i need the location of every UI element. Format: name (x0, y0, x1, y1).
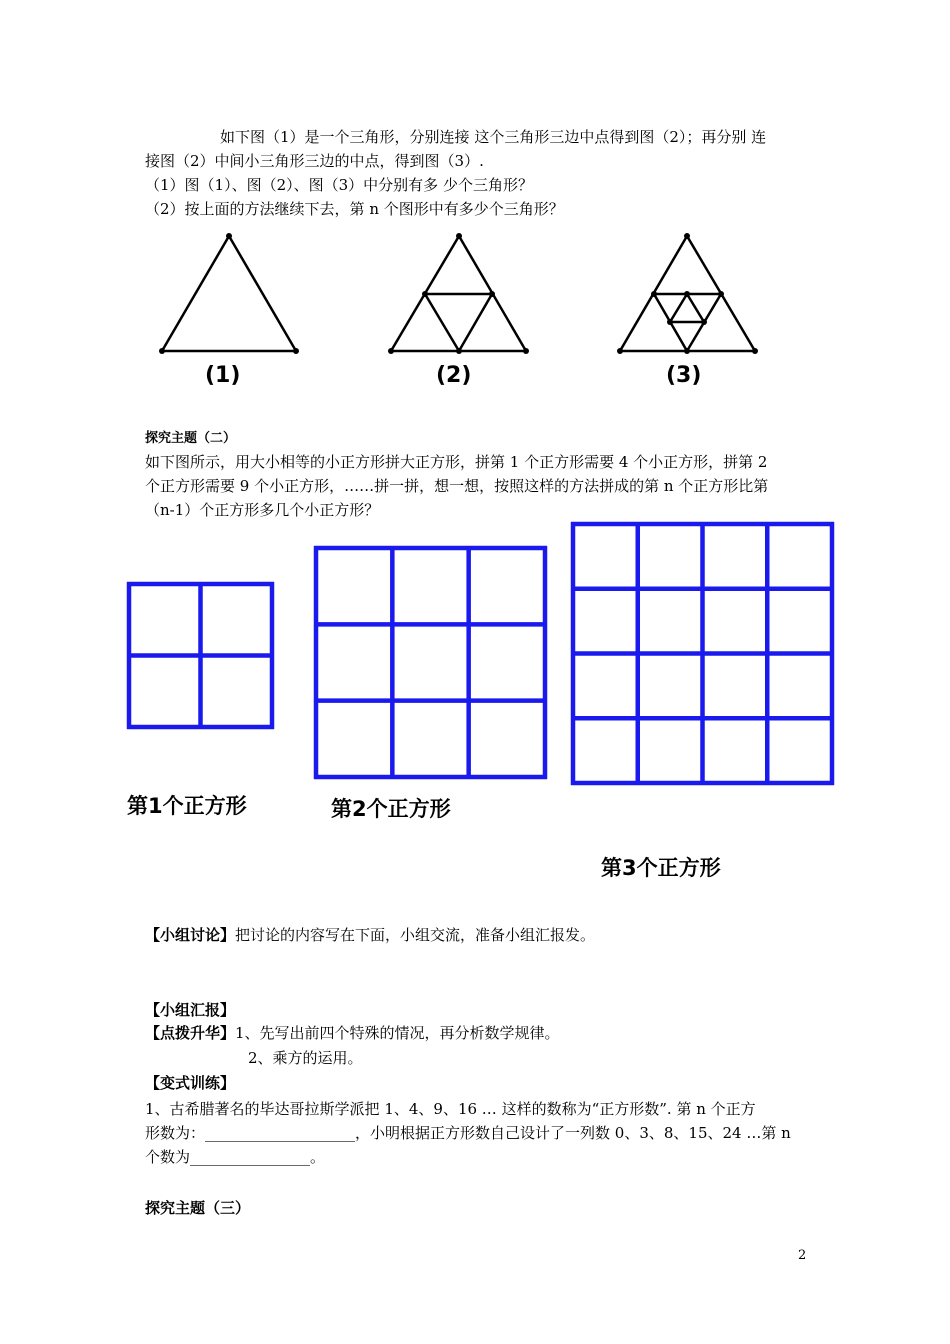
intro-line-1: 如下图（1）是一个三角形，分别连接 这个三角形三边中点得到图（2）；再分别 连 (220, 128, 767, 146)
question-2: （2）按上面的方法继续下去，第 n 个图形中有多少个三角形？ (145, 200, 564, 218)
square-label-3: 第3个正方形 (601, 856, 721, 880)
intro-line-2: 接图（2）中间小三角形三边的中点，得到图（3）. (145, 152, 484, 170)
variant-line-2: 形数为：____________________，小明根据正方形数自己设计了一列数 0、3、8、15、24 …第 n (145, 1124, 791, 1142)
report-tag: 【小组汇报】 (145, 1001, 236, 1019)
guide-line (145, 1022, 560, 1044)
topic-3-heading: 探究主题（三） (145, 1199, 251, 1217)
topic-2-line-2: 个正方形需要 9 个小正方形，……拼一拼，想一想，按照这样的方法拼成的第 n 个正方形比第 (145, 477, 769, 495)
variant-line-3: 个数为________________。 (145, 1148, 326, 1166)
discussion-line (145, 924, 595, 946)
topic-2-line-1: 如下图所示，用大小相等的小正方形拼大正方形，拼第 1 个正方形需要 4 个小正方形，拼第 2 (145, 453, 768, 471)
question-1: （1）图（1）、图（2）、图（3）中分别有多 少个三角形？ (145, 176, 533, 194)
guide-item-2: 2、乘方的运用。 (248, 1049, 363, 1067)
topic-2-heading: 探究主题（二） (145, 431, 237, 446)
variant-tag: 【变式训练】 (145, 1074, 236, 1092)
triangle-label-3: (3) (666, 363, 702, 388)
square-label-1: 第1个正方形 (127, 794, 247, 818)
discussion-text: 把讨论的内容写在下面，小组交流，准备小组汇报发。 (235, 926, 596, 944)
square-grid-3 (571, 522, 834, 785)
page-number: 2 (798, 1248, 807, 1263)
square-grid-1 (127, 582, 274, 729)
discussion-tag: 【小组讨论】 (145, 926, 236, 944)
triangle-label-2: (2) (436, 363, 472, 388)
square-label-2: 第2个正方形 (331, 797, 451, 821)
topic-2-line-3: （n-1）个正方形多几个小正方形？ (145, 501, 380, 519)
guide-tag: 【点拨升华】 (145, 1024, 236, 1042)
variant-line-1: 1、古希腊著名的毕达哥拉斯学派把 1、4、9、16 … 这样的数称为“正方形数”. 第 n 个正方 (145, 1100, 756, 1118)
triangle-label-1: (1) (205, 363, 241, 388)
guide-item-1: 1、先写出前四个特殊的情况，再分析数学规律。 (235, 1024, 560, 1042)
square-grid-2 (314, 546, 547, 779)
